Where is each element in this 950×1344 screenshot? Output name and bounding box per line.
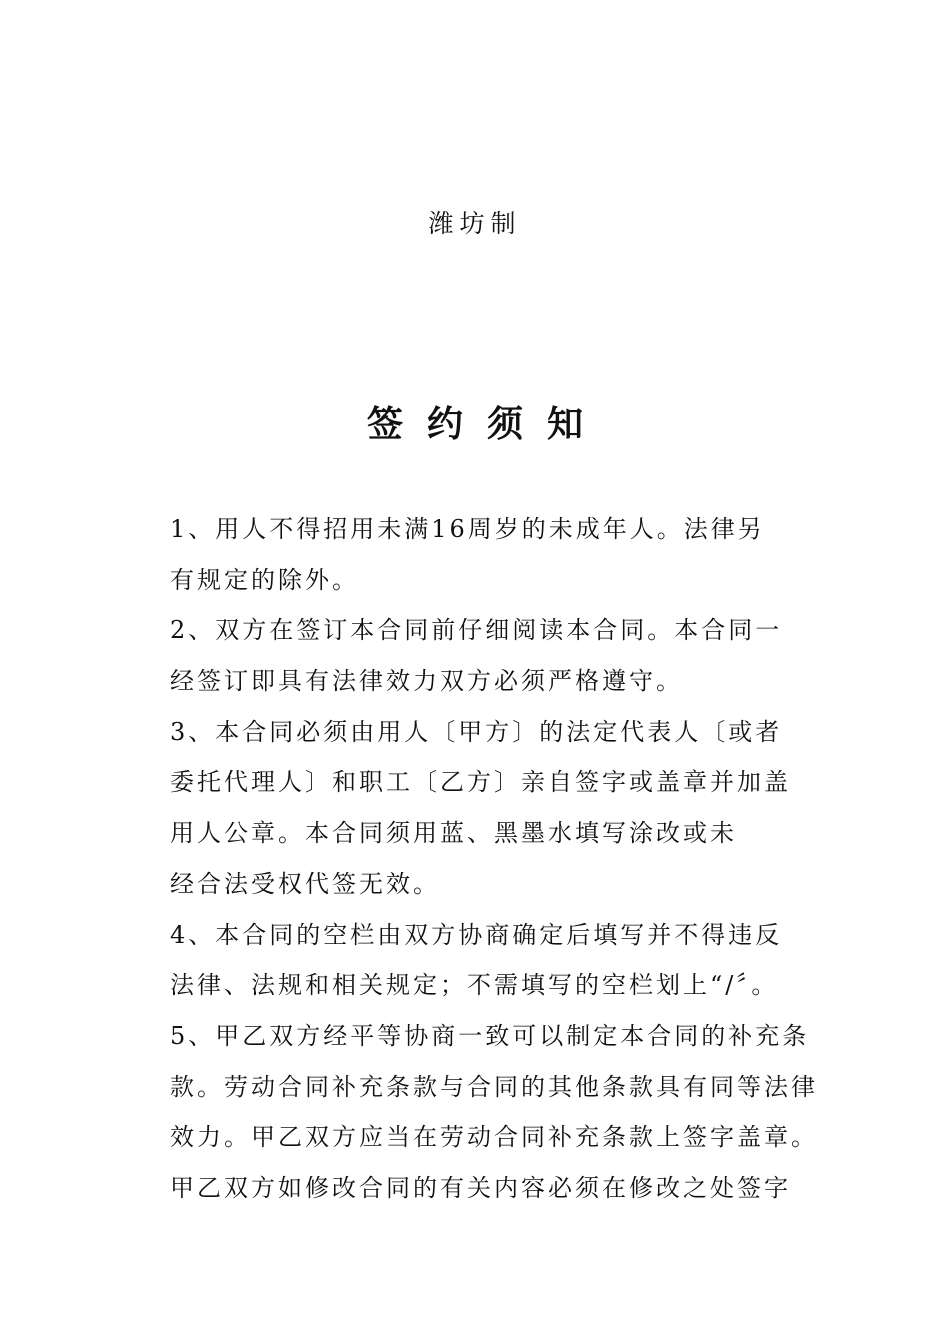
notice-line: 委托代理人〕和职工〔乙方〕亲自签字或盖章并加盖 [170, 768, 791, 797]
notice-body [170, 504, 818, 1214]
notice-line: 用人公章。本合同须用蓝、黑墨水填写涂改或未 [170, 819, 737, 848]
notice-line: 效力。甲乙双方应当在劳动合同补充条款上签字盖章。 [170, 1123, 818, 1152]
issuer-label: 潍坊制 [428, 209, 522, 238]
notice-line: 2、双方在签订本合同前仔细阅读本合同。本合同一 [170, 616, 783, 645]
notice-line: 款。劳动合同补充条款与合同的其他条款具有同等法律 [170, 1072, 818, 1101]
page-title: 签约须知 [366, 403, 607, 445]
notice-line: 1、用人不得招用未满16周岁的未成年人。法律另 [170, 515, 765, 543]
notice-line: 有规定的除外。 [170, 565, 359, 594]
notice-line: 法律、法规和相关规定；不需填写的空栏划上“/〞。 [170, 971, 779, 1000]
notice-line: 3、本合同必须由用人〔甲方〕的法定代表人〔或者 [170, 717, 783, 746]
notice-line: 甲乙双方如修改合同的有关内容必须在修改之处签字 [170, 1173, 791, 1202]
notice-line: 经签订即具有法律效力双方必须严格遵守。 [170, 667, 683, 696]
notice-line: 经合法受权代签无效。 [170, 869, 440, 898]
notice-line: 4、本合同的空栏由双方协商确定后填写并不得违反 [170, 920, 783, 949]
notice-line: 5、甲乙双方经平等协商一致可以制定本合同的补充条 [170, 1021, 810, 1050]
